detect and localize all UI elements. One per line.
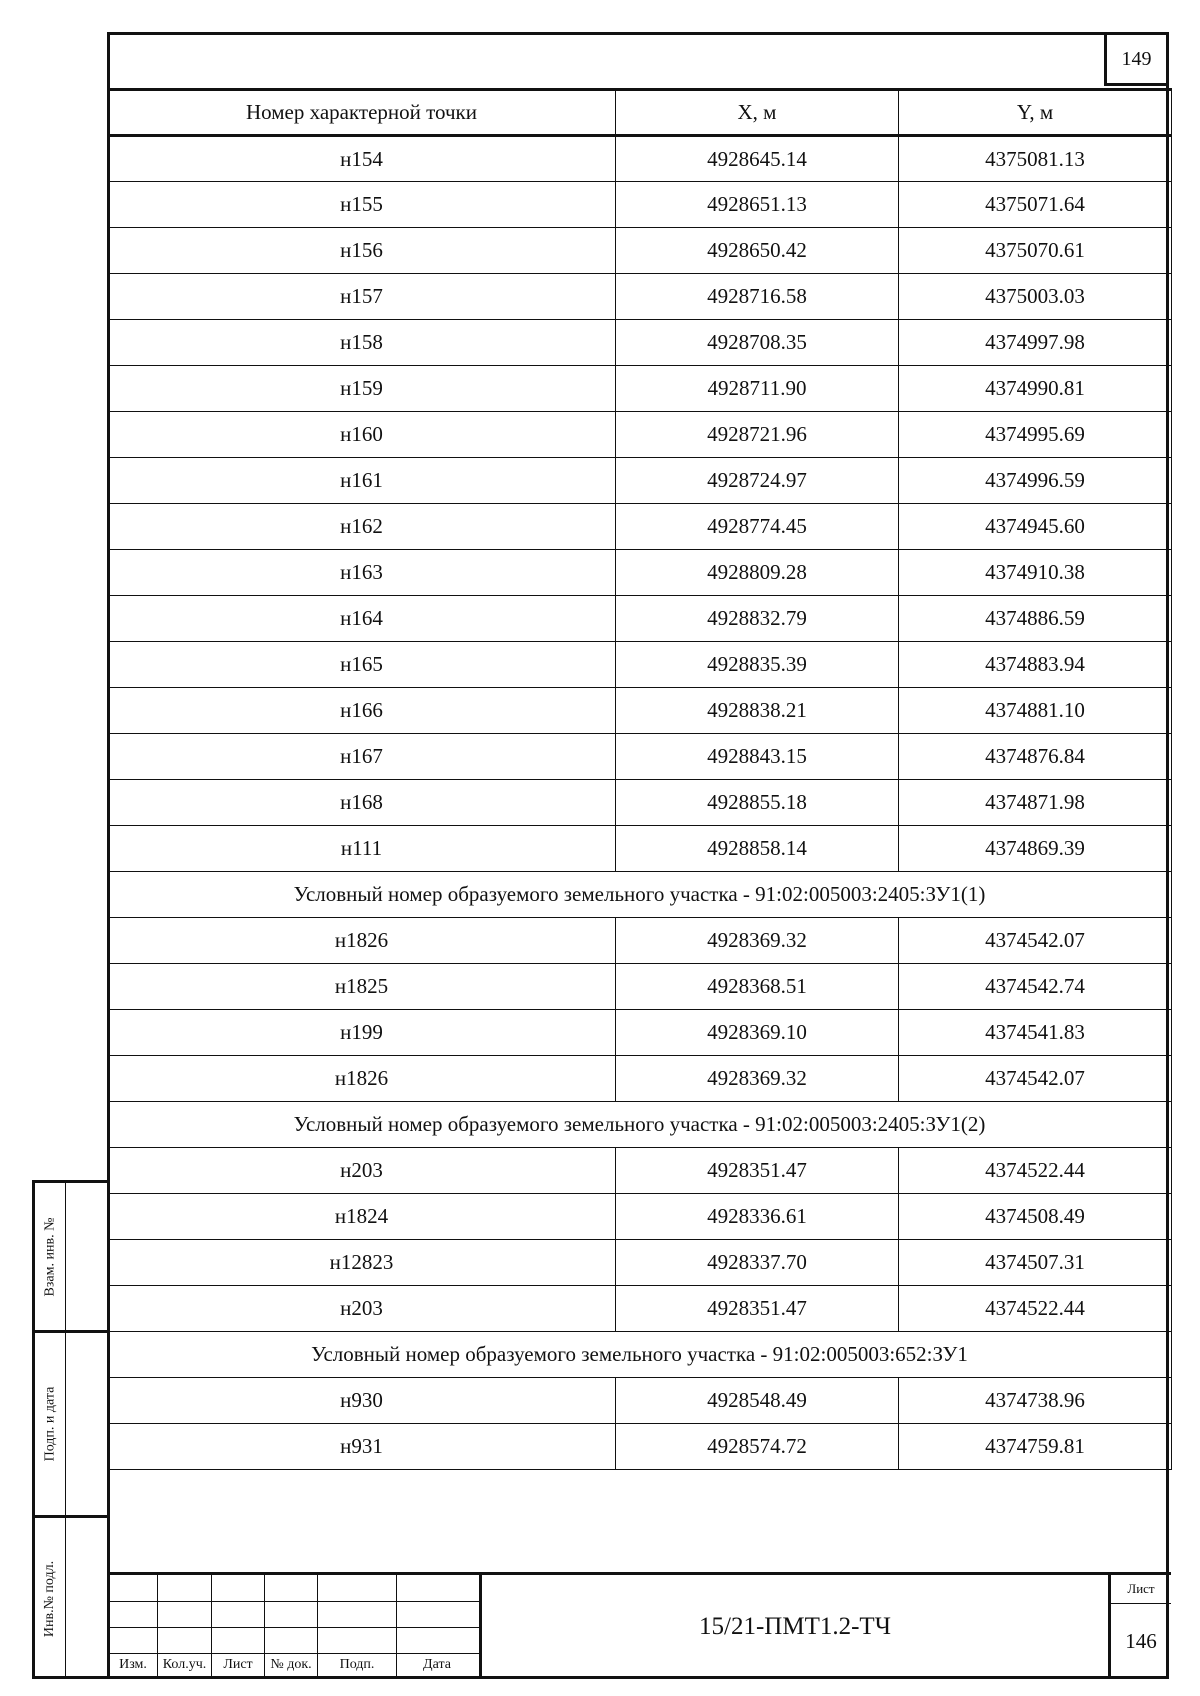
table-row	[108, 1424, 1172, 1470]
x-cell: 4928574.72	[616, 1424, 899, 1470]
table-row	[108, 504, 1172, 550]
header-y: Y, м	[899, 90, 1172, 136]
x-cell: 4928724.97	[616, 458, 899, 504]
sheet-label: Лист	[1111, 1575, 1171, 1604]
x-cell: 4928809.28	[616, 550, 899, 596]
point-cell: н163	[108, 550, 616, 596]
y-cell: 4374883.94	[899, 642, 1172, 688]
y-cell: 4375071.64	[899, 182, 1172, 228]
table-row	[108, 1010, 1172, 1056]
point-cell: н1826	[108, 918, 616, 964]
x-cell: 4928838.21	[616, 688, 899, 734]
y-cell: 4374996.59	[899, 458, 1172, 504]
table-row	[108, 596, 1172, 642]
point-cell: н111	[108, 826, 616, 872]
y-cell: 4374507.31	[899, 1240, 1172, 1286]
y-cell: 4374522.44	[899, 1148, 1172, 1194]
y-cell: 4374995.69	[899, 412, 1172, 458]
stamp-col-izm: Изм.	[119, 1657, 147, 1672]
table-row	[108, 780, 1172, 826]
sheet-number: 146	[1125, 1628, 1157, 1653]
point-cell: н199	[108, 1010, 616, 1056]
top-page-number: 149	[1104, 32, 1169, 86]
sidebar-cell-podp	[35, 1333, 107, 1518]
sidebar-label-podp: Подп. и дата	[42, 1386, 58, 1462]
x-cell: 4928855.18	[616, 780, 899, 826]
point-cell: н167	[108, 734, 616, 780]
x-cell: 4928708.35	[616, 320, 899, 366]
x-cell: 4928716.58	[616, 274, 899, 320]
point-cell: н161	[108, 458, 616, 504]
point-cell: н1824	[108, 1194, 616, 1240]
x-cell: 4928721.96	[616, 412, 899, 458]
table-row	[108, 320, 1172, 366]
table-header-row	[108, 90, 1172, 136]
sidebar-cell-vzam	[35, 1183, 107, 1333]
y-cell: 4374541.83	[899, 1010, 1172, 1056]
y-cell: 4374886.59	[899, 596, 1172, 642]
section-row	[108, 872, 1172, 918]
table-row	[108, 1378, 1172, 1424]
stamp-col-kolуч: Кол.уч.	[162, 1657, 207, 1672]
document-sheet	[107, 32, 1169, 1679]
table-row	[108, 1056, 1172, 1102]
x-cell: 4928832.79	[616, 596, 899, 642]
y-cell: 4374738.96	[899, 1378, 1172, 1424]
section-row	[108, 1332, 1172, 1378]
stamp-col-list: Лист	[223, 1657, 253, 1672]
point-cell: н164	[108, 596, 616, 642]
point-cell: н203	[108, 1148, 616, 1194]
sidebar-label-inv: Инв.№ подл.	[42, 1560, 57, 1637]
x-cell: 4928858.14	[616, 826, 899, 872]
x-cell: 4928774.45	[616, 504, 899, 550]
table-row	[108, 1194, 1172, 1240]
table-row	[108, 964, 1172, 1010]
y-cell: 4375003.03	[899, 274, 1172, 320]
y-cell: 4374910.38	[899, 550, 1172, 596]
document-code: 15/21-ПМТ1.2-ТЧ	[479, 1575, 1111, 1679]
header-point: Номер характерной точки	[108, 90, 616, 136]
side-stamp	[32, 1180, 107, 1679]
x-cell: 4928351.47	[616, 1286, 899, 1332]
point-cell: н930	[108, 1378, 616, 1424]
table-row	[108, 918, 1172, 964]
y-cell: 4374945.60	[899, 504, 1172, 550]
table-row	[108, 136, 1172, 182]
x-cell: 4928711.90	[616, 366, 899, 412]
y-cell: 4374881.10	[899, 688, 1172, 734]
table-row	[108, 734, 1172, 780]
point-cell: н166	[108, 688, 616, 734]
table-row	[108, 1240, 1172, 1286]
point-cell: н157	[108, 274, 616, 320]
stamp-col-data: Дата	[423, 1657, 451, 1672]
x-cell: 4928651.13	[616, 182, 899, 228]
y-cell: 4374542.74	[899, 964, 1172, 1010]
stamp-col-podp: Подп.	[339, 1657, 375, 1672]
point-cell: н158	[108, 320, 616, 366]
sidebar-cell-inv	[35, 1518, 107, 1679]
table-row	[108, 642, 1172, 688]
section-title: Условный номер образуемого земельного участка - 91:02:005003:2405:ЗУ1(2)	[108, 1102, 1172, 1148]
x-cell: 4928548.49	[616, 1378, 899, 1424]
y-cell: 4374522.44	[899, 1286, 1172, 1332]
table-row	[108, 228, 1172, 274]
x-cell: 4928336.61	[616, 1194, 899, 1240]
point-cell: н1825	[108, 964, 616, 1010]
table-row	[108, 458, 1172, 504]
table-row	[108, 274, 1172, 320]
x-cell: 4928351.47	[616, 1148, 899, 1194]
point-cell: н203	[108, 1286, 616, 1332]
table-row	[108, 688, 1172, 734]
table-row	[108, 412, 1172, 458]
table-row	[108, 826, 1172, 872]
table-row	[108, 1286, 1172, 1332]
y-cell: 4374990.81	[899, 366, 1172, 412]
point-cell: н1826	[108, 1056, 616, 1102]
y-cell: 4374542.07	[899, 918, 1172, 964]
y-cell: 4374869.39	[899, 826, 1172, 872]
point-cell: н165	[108, 642, 616, 688]
point-cell: н162	[108, 504, 616, 550]
x-cell: 4928368.51	[616, 964, 899, 1010]
stamp-col-doc: № док.	[270, 1657, 312, 1672]
y-cell: 4374542.07	[899, 1056, 1172, 1102]
table-row	[108, 1148, 1172, 1194]
x-cell: 4928650.42	[616, 228, 899, 274]
point-cell: н155	[108, 182, 616, 228]
y-cell: 4374759.81	[899, 1424, 1172, 1470]
y-cell: 4374508.49	[899, 1194, 1172, 1240]
section-title: Условный номер образуемого земельного участка - 91:02:005003:652:ЗУ1	[108, 1332, 1172, 1378]
x-cell: 4928369.32	[616, 1056, 899, 1102]
point-cell: н168	[108, 780, 616, 826]
point-cell: н160	[108, 412, 616, 458]
sheet-number-box	[1111, 1575, 1171, 1679]
y-cell: 4374871.98	[899, 780, 1172, 826]
header-x: X, м	[616, 90, 899, 136]
x-cell: 4928645.14	[616, 136, 899, 182]
coordinates-table	[107, 88, 1172, 1470]
point-cell: н154	[108, 136, 616, 182]
point-cell: н159	[108, 366, 616, 412]
y-cell: 4374876.84	[899, 734, 1172, 780]
x-cell: 4928369.10	[616, 1010, 899, 1056]
y-cell: 4375081.13	[899, 136, 1172, 182]
table-row	[108, 366, 1172, 412]
section-title: Условный номер образуемого земельного участка - 91:02:005003:2405:ЗУ1(1)	[108, 872, 1172, 918]
sidebar-label-vzam: Взам. инв. №	[42, 1217, 57, 1296]
point-cell: н156	[108, 228, 616, 274]
section-row	[108, 1102, 1172, 1148]
point-cell: н12823	[108, 1240, 616, 1286]
y-cell: 4375070.61	[899, 228, 1172, 274]
table-row	[108, 182, 1172, 228]
point-cell: н931	[108, 1424, 616, 1470]
x-cell: 4928843.15	[616, 734, 899, 780]
y-cell: 4374997.98	[899, 320, 1172, 366]
x-cell: 4928369.32	[616, 918, 899, 964]
x-cell: 4928835.39	[616, 642, 899, 688]
title-block	[107, 1572, 1171, 1679]
table-row	[108, 550, 1172, 596]
x-cell: 4928337.70	[616, 1240, 899, 1286]
